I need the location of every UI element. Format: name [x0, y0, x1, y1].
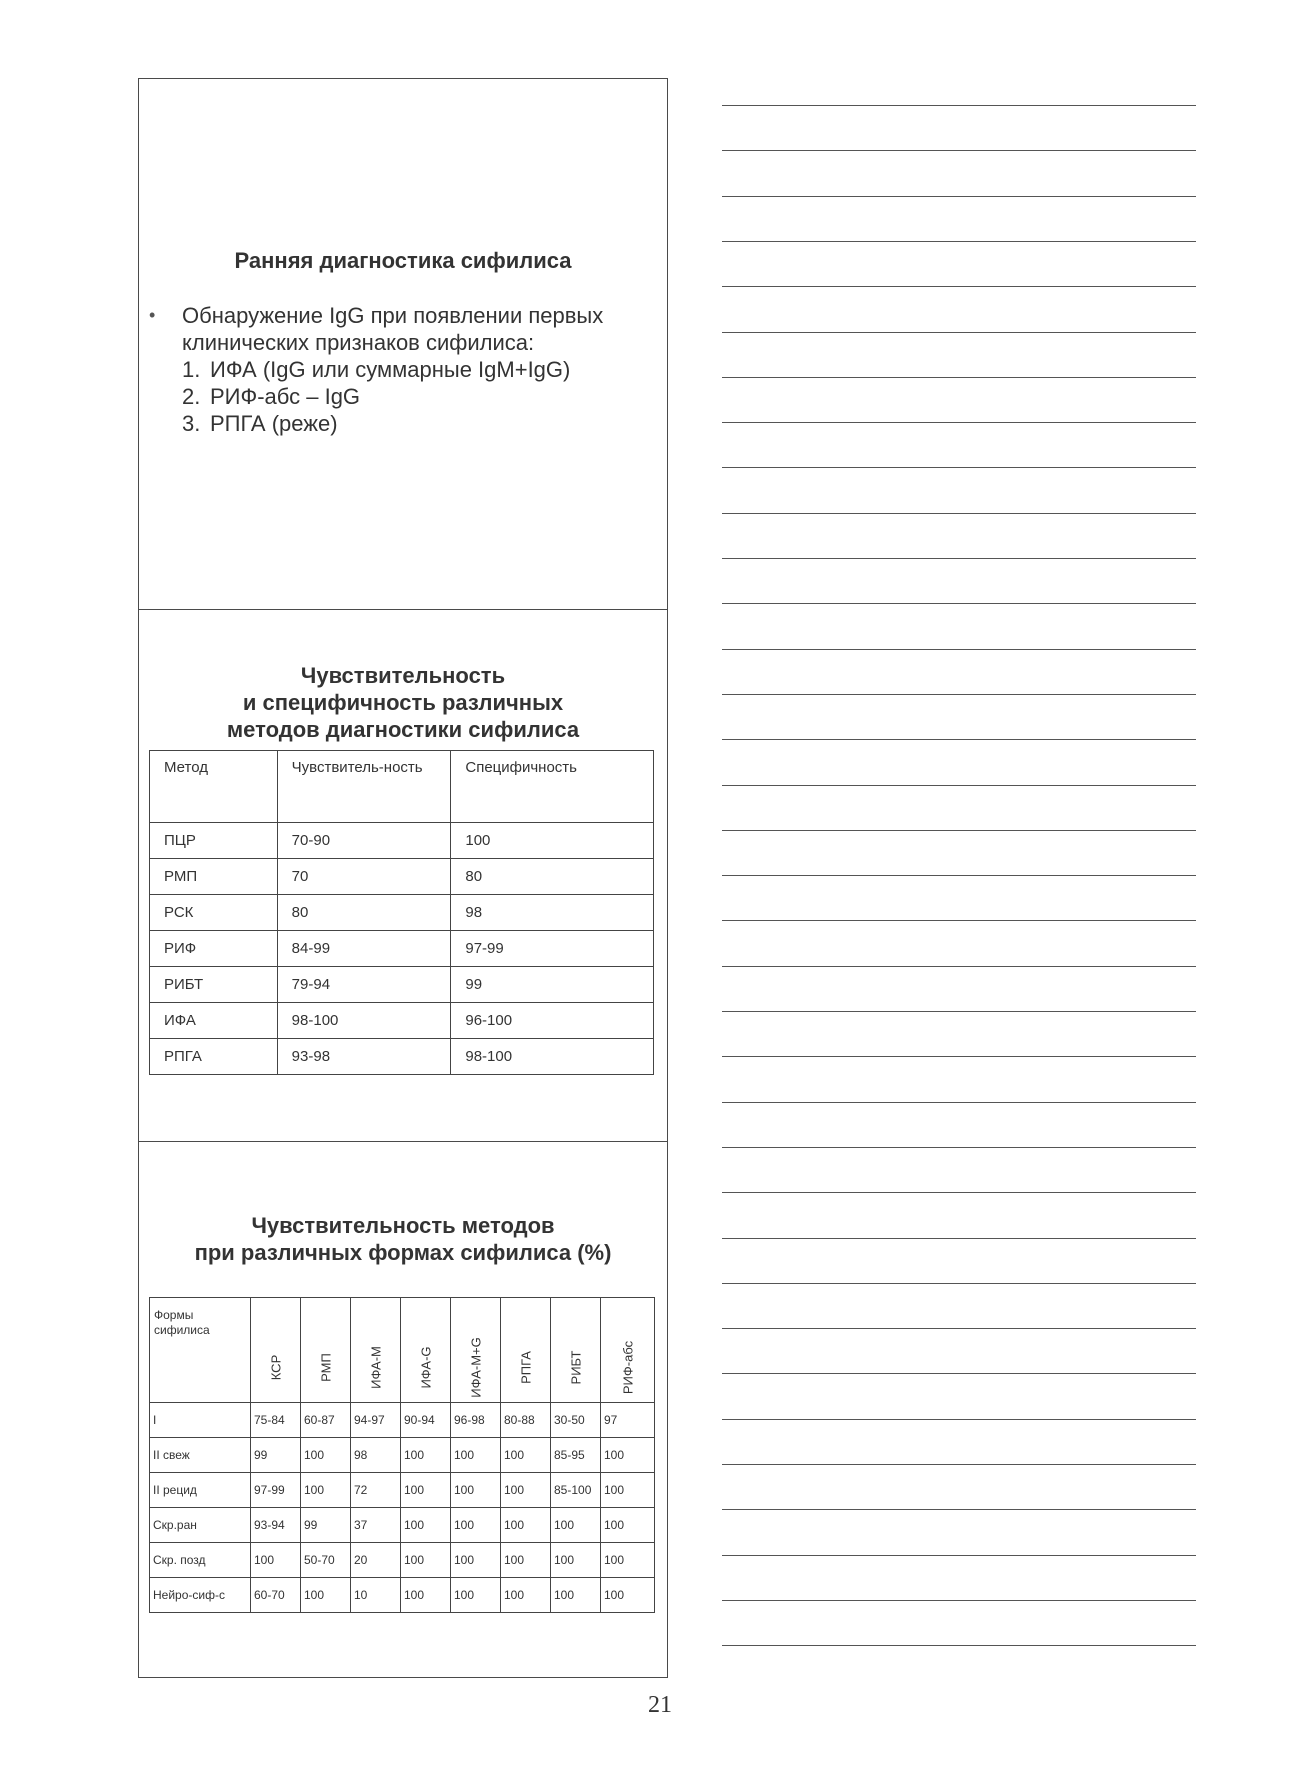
table-cell: ИФА	[150, 1003, 278, 1039]
table-cell: 100	[501, 1438, 551, 1473]
table-cell: 100	[451, 1508, 501, 1543]
note-line	[722, 694, 1196, 695]
table-cell: Скр.ран	[150, 1508, 251, 1543]
note-line	[722, 603, 1196, 604]
column-header: Метод	[150, 751, 278, 823]
table-cell: 100	[401, 1508, 451, 1543]
table-cell: 80	[451, 859, 654, 895]
table-row	[150, 859, 654, 895]
table-cell: 70-90	[277, 823, 451, 859]
note-line	[722, 1645, 1196, 1646]
table-row	[150, 1003, 654, 1039]
note-line	[722, 966, 1196, 967]
note-line	[722, 875, 1196, 876]
table-cell: 80-88	[501, 1403, 551, 1438]
table-cell: РПГА	[150, 1039, 278, 1075]
table-cell: 85-95	[551, 1438, 601, 1473]
table-row	[150, 1473, 655, 1508]
note-line	[722, 332, 1196, 333]
table-cell: 84-99	[277, 931, 451, 967]
table-row	[150, 1039, 654, 1075]
table-row	[150, 1543, 655, 1578]
table-cell: 97-99	[451, 931, 654, 967]
note-line	[722, 830, 1196, 831]
table-cell: 99	[301, 1508, 351, 1543]
table-row	[150, 895, 654, 931]
note-line	[722, 1011, 1196, 1012]
slide-sensitivity-specificity	[139, 609, 667, 1141]
table-cell: 60-87	[301, 1403, 351, 1438]
note-line	[722, 513, 1196, 514]
bullet-block	[149, 302, 659, 437]
table-row	[150, 967, 654, 1003]
table-cell: РИФ	[150, 931, 278, 967]
note-line	[722, 920, 1196, 921]
table-cell: 96-100	[451, 1003, 654, 1039]
note-line	[722, 1419, 1196, 1420]
table-cell: РМП	[150, 859, 278, 895]
table-cell: 100	[301, 1578, 351, 1613]
slide-title: Чувствительность методов при различных формах сифилиса (%)	[194, 1213, 612, 1265]
table-cell: II свеж	[150, 1438, 251, 1473]
table-cell: 100	[501, 1473, 551, 1508]
table-cell: 96-98	[451, 1403, 501, 1438]
table-cell: 97	[601, 1403, 655, 1438]
column-header: Чувствитель-ность	[277, 751, 451, 823]
note-line	[722, 1056, 1196, 1057]
note-line	[722, 1283, 1196, 1284]
table-cell: 37	[351, 1508, 401, 1543]
slide-sensitivity-by-form	[139, 1141, 667, 1677]
table-cell: 100	[401, 1578, 451, 1613]
table-cell: 100	[601, 1578, 655, 1613]
table-header-row	[150, 751, 654, 823]
bullet-text: Обнаружение IgG при появлении первых клинических признаков сифилиса:	[182, 303, 604, 355]
table-cell: 100	[601, 1473, 655, 1508]
column-header: Специфичность	[451, 751, 654, 823]
table-row	[150, 1508, 655, 1543]
table-cell: Нейро-сиф-с	[150, 1578, 251, 1613]
note-line	[722, 1102, 1196, 1103]
table-cell: 98	[451, 895, 654, 931]
method-list	[149, 356, 659, 437]
table-cell: II рецид	[150, 1473, 251, 1508]
page-number: 21	[648, 1692, 672, 1718]
note-line	[722, 377, 1196, 378]
column-header: КСР	[251, 1298, 301, 1403]
table-row	[150, 931, 654, 967]
list-item: 3. РПГА (реже)	[182, 411, 338, 436]
note-line	[722, 1555, 1196, 1556]
table-cell: 100	[551, 1578, 601, 1613]
table-row	[150, 1578, 655, 1613]
table-cell: РИБТ	[150, 967, 278, 1003]
note-line	[722, 785, 1196, 786]
table-cell: 80	[277, 895, 451, 931]
table-cell: 30-50	[551, 1403, 601, 1438]
note-line	[722, 467, 1196, 468]
column-header: РМП	[301, 1298, 351, 1403]
table-cell: 100	[451, 1438, 501, 1473]
table-cell: 100	[601, 1543, 655, 1578]
table-cell: 100	[551, 1508, 601, 1543]
table-cell: РСК	[150, 895, 278, 931]
table-cell: 99	[451, 967, 654, 1003]
table-cell: 98	[351, 1438, 401, 1473]
table-cell: 100	[401, 1543, 451, 1578]
note-line	[722, 1373, 1196, 1374]
list-item: 2. РИФ-абс – IgG	[182, 384, 361, 409]
column-header: ИФА-М+G	[451, 1298, 501, 1403]
note-line	[722, 241, 1196, 242]
table-cell: 90-94	[401, 1403, 451, 1438]
table-cell: 100	[501, 1508, 551, 1543]
table-cell: 100	[601, 1508, 655, 1543]
note-line	[722, 1238, 1196, 1239]
table-cell: 98-100	[277, 1003, 451, 1039]
table-cell: 100	[401, 1438, 451, 1473]
table-cell: 79-94	[277, 967, 451, 1003]
table-cell: 60-70	[251, 1578, 301, 1613]
table-cell: I	[150, 1403, 251, 1438]
note-line	[722, 1328, 1196, 1329]
table-row	[150, 1403, 655, 1438]
table-cell: Скр. позд	[150, 1543, 251, 1578]
slide-title: Чувствительность и специфичность различных методов диагностики сифилиса	[226, 663, 580, 742]
note-line	[722, 150, 1196, 151]
table-cell: 100	[451, 1543, 501, 1578]
note-line	[722, 1509, 1196, 1510]
note-line	[722, 105, 1196, 106]
table-cell: 100	[301, 1438, 351, 1473]
table-row	[150, 823, 654, 859]
table-cell: 93-94	[251, 1508, 301, 1543]
sensitivity-specificity-table	[149, 750, 654, 1075]
table-cell: 70	[277, 859, 451, 895]
note-line	[722, 1600, 1196, 1601]
note-line	[722, 1464, 1196, 1465]
table-cell: 93-98	[277, 1039, 451, 1075]
column-header: РИБТ	[551, 1298, 601, 1403]
note-line	[722, 649, 1196, 650]
note-line	[722, 422, 1196, 423]
table-cell: 75-84	[251, 1403, 301, 1438]
table-cell: 100	[501, 1543, 551, 1578]
sensitivity-by-form-table	[149, 1297, 655, 1613]
slide-early-diagnosis	[139, 79, 667, 609]
table-cell: ПЦР	[150, 823, 278, 859]
column-header: ИФА-G	[401, 1298, 451, 1403]
table-cell: 20	[351, 1543, 401, 1578]
note-line	[722, 558, 1196, 559]
table-cell: 100	[601, 1438, 655, 1473]
table-cell: 100	[451, 823, 654, 859]
table-cell: 94-97	[351, 1403, 401, 1438]
table-cell: 100	[301, 1473, 351, 1508]
slides-column	[138, 78, 668, 1678]
table-cell: 97-99	[251, 1473, 301, 1508]
table-cell: 99	[251, 1438, 301, 1473]
slide-title: Ранняя диагностика сифилиса	[234, 248, 572, 273]
note-line	[722, 196, 1196, 197]
note-line	[722, 286, 1196, 287]
table-cell: 10	[351, 1578, 401, 1613]
table-header-row	[150, 1298, 655, 1403]
bullet-dot-icon: •	[149, 305, 156, 325]
table-cell: 72	[351, 1473, 401, 1508]
note-line	[722, 739, 1196, 740]
note-line	[722, 1147, 1196, 1148]
table-cell: 98-100	[451, 1039, 654, 1075]
column-header: Формы сифилиса	[150, 1298, 251, 1403]
table-cell: 100	[551, 1543, 601, 1578]
table-cell: 100	[501, 1578, 551, 1613]
column-header: РПГА	[501, 1298, 551, 1403]
table-cell: 100	[451, 1578, 501, 1613]
note-line	[722, 1192, 1196, 1193]
list-item: 1. ИФА (IgG или суммарные IgM+IgG)	[182, 357, 571, 382]
table-row	[150, 1438, 655, 1473]
table-cell: 100	[251, 1543, 301, 1578]
column-header: ИФА-М	[351, 1298, 401, 1403]
table-cell: 85-100	[551, 1473, 601, 1508]
table-cell: 50-70	[301, 1543, 351, 1578]
table-cell: 100	[401, 1473, 451, 1508]
notes-lines	[722, 0, 1196, 1767]
table-cell: 100	[451, 1473, 501, 1508]
column-header: РИФ-абс	[601, 1298, 655, 1403]
